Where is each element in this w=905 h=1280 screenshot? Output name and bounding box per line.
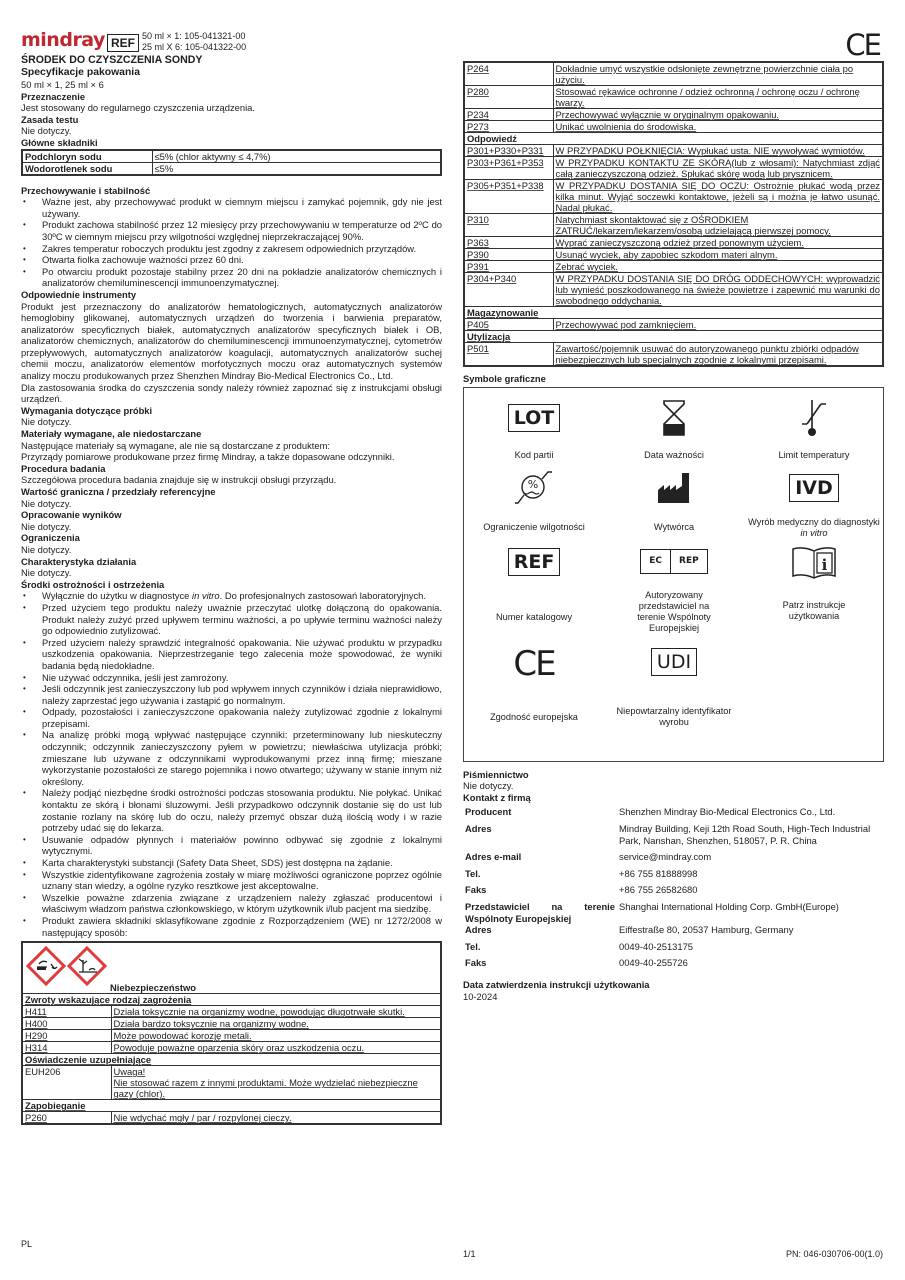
symbol-lot [464,396,604,461]
table-row [464,109,883,121]
response-heading: Odpowiedź [464,133,883,145]
table-row [464,62,883,86]
list-item: • Po otwarciu produkt pozostaje stabilny przez 20 dni na pokładzie analizatorów chemicznych i analizatorów chemiluminescencji immunoenzymatycznej. [21,266,442,289]
list-item: • Otwarta fiolka zachowuje ważności przez 60 dni. [21,254,442,266]
contact-row [463,941,884,953]
table-row [464,180,883,214]
table-row [464,237,883,249]
statement-code: P305+P351+P338 [464,180,553,214]
text-italic: in vitro [800,527,828,538]
statement-text: Stosować rękawice ochronne / odzież ochronną / ochronę oczu / ochronę twarzy. [553,86,883,109]
contact-row [463,957,884,969]
ingredient-value: ≤5% (chlor aktywny ≤ 4,7%) [152,150,441,163]
list-item: • Nie używać odczynnika, jeśli jest zamrożony. [21,672,442,684]
symbol-ivd [744,466,884,539]
part-number: PN: 046-030706-00(1.0) [785,1249,883,1259]
statement-text: W PRZYPADKU POŁKNIĘCIA: Wypłukać usta. NIE wywoływać wymiotów. [553,145,883,157]
table-row [464,157,883,180]
precautions-list [21,590,442,938]
table-row [464,343,883,367]
statement-text: Działa bardzo toksycznie na organizmy wodne. [111,1018,441,1030]
statement-text: W PRZYPADKU DOSTANIA SIĘ DO OCZU: Ostrożnie płukać wodą przez kilka minut. Wyjąć soczewki kontaktowe, jeżeli są i można je łatwo usunąć. Nadal płukać. [553,180,883,214]
statement-text: Może powodować korozję metali. [111,1030,441,1042]
list-item: • Zakres temperatur roboczych produktu jest zgodny z zakresem odpowiednich przyrządów. [21,243,442,255]
sample-req-heading: Wymagania dotyczące próbki [21,404,153,416]
statement-code: P501 [464,343,553,367]
table-row [464,145,883,157]
symbol-ifu [744,540,884,622]
statement-text: Przechowywać wyłącznie w oryginalnym opakowaniu. [553,109,883,121]
contact-value: Eiffestraße 80, 20537 Hamburg, Germany [619,924,794,936]
statement-code: P234 [464,109,553,121]
symbol-label: Zgodność europejska [490,711,578,722]
table-row [464,319,883,331]
contact-key: Adres e-mail [465,851,522,863]
statement-text: Dokładnie umyć wszystkie odsłonięte zewnętrzne powierzchnie ciała po użyciu. [553,62,883,86]
ivd-icon: IVD [789,474,839,502]
contact-row [463,806,884,818]
list-item: • Karta charakterystyki substancji (Safety Data Sheet, SDS) jest dostępna na żądanie. [21,857,442,869]
contact-email[interactable]: service@mindray.com [619,851,712,863]
procedure-text: Szczegółowa procedura badania znajduje się w instrukcji obsługi przyrządu. [21,474,337,486]
list-item: • Przed użyciem tego produktu należy uważnie przeczytać ulotkę dołączoną do opakowania. Produkt należy zużyć przed upływem terminu ważności, a po upływie terminu ważności należy go odpowiednio zutylizować. [21,602,442,637]
packaging-text: 50 ml × 1, 25 ml × 6 [21,79,104,90]
statement-code: H411 [22,1006,111,1018]
signal-word: Niebezpieczeństwo [110,982,196,994]
contact-key: Faks [465,957,487,969]
sample-req-text: Nie dotyczy. [21,416,72,428]
contact-row [463,868,884,880]
list-item: • Na analizę próbki mogą wpływać następujące czynniki: przeterminowany lub nieskuteczny odczynnik; odczynnik zanieczyszczony pyłem w powietrzu; niewłaściwa utylizacja próbki; zmieszane lub używane z odczynnikami wyprodukowanymi przez inną firmę; mieszane wykorzystanie pozostałości ze starego pojemnika i nowo otwartego; używany w stanie innym niż określony. [21,729,442,787]
contact-key: Adres [465,924,492,936]
statement-text: Natychmiast skontaktować się z OŚRODKIEM ZATRUĆ/lekarzem/lekarzem/osobą udzielającą pierwszej pomocy. [553,214,883,237]
list-item [21,590,442,602]
symbol-label: Limit temperatury [778,449,850,460]
contact-key: Tel. [465,940,481,952]
list-item: • Jeśli odczynnik jest zanieczyszczony lub pod wpływem innych czynników i działa nieprawidłowo, należy zaprzestać jego używania i zastąpić go normalnym. [21,683,442,706]
list-item: • Ważne jest, aby przechowywać produkt w ciemnym miejscu i zamykać pojemnik, gdy nie jest używany. [21,196,442,219]
statement-text: Nie wdychać mgły / par / rozpylonej cieczy. [111,1112,441,1125]
statement-text [111,1066,441,1100]
symbol-label: Niepowtarzalny identyfikator wyrobu [616,705,732,727]
symbol-label: Numer katalogowy [495,611,573,622]
precautionary-table [463,61,884,367]
rep-glyph: REP [679,556,699,567]
statement-code: P405 [464,319,553,331]
contact-section [463,769,884,1003]
ingredient-name: Wodorotlenek sodu [22,162,152,175]
statement-code: P391 [464,261,553,273]
ec-glyph: EC [641,550,671,573]
section-row [22,1054,441,1066]
list-item: • Produkt zawiera składniki sklasyfikowane zgodnie z Rozporządzeniem (WE) nr 1272/2008 w następujący sposób: [21,915,442,938]
statement-code: H400 [22,1018,111,1030]
disposal-heading: Utylizacja [464,331,883,343]
list-item: • Wszelkie poważne zdarzenia związane z urządzeniem należy zgłaszać producentowi i właściwym władzom państwa członkowskiego, w którym użytkownik i/lub pacjent ma siedzibę. [21,892,442,915]
performance-heading: Charakterystyka działania [21,555,137,567]
list-item: • Wszystkie zidentyfikowane zagrożenia zostały w miarę możliwości ograniczone poprzez ogólnie uznany stan wiedzy, a ogólne ryzyko resztkowe jest akceptowalne. [21,869,442,892]
symbol-temperature [744,396,884,461]
storage-section-heading: Magazynowanie [464,307,883,319]
intended-use-heading: Przeznaczenie [21,90,86,102]
symbol-label [744,517,884,539]
statement-line: Nie stosować razem z innymi produktami. Może wydzielać niebezpieczne gazy (chlor). [113,1077,418,1100]
left-column [21,30,442,1125]
statement-text: Powoduje poważne oparzenia skóry oraz uszkodzenia oczu. [111,1042,441,1054]
ce-icon: CE [513,644,555,685]
symbol-label: Kod partii [514,449,554,460]
contact-key: Tel. [465,867,481,879]
contact-key: Faks [465,884,487,896]
statement-text: Usunąć wyciek, aby zapobiec szkodom materi alnym. [553,249,883,261]
statement-code: EUH206 [22,1066,111,1100]
statement-code: P280 [464,86,553,109]
limitations-text: Nie dotyczy. [21,543,72,555]
hourglass-icon [662,400,686,436]
contact-value: Shenzhen Mindray Bio-Medical Electronics Co., Ltd. [619,806,836,818]
table-row [22,162,441,175]
contact-row [463,901,884,924]
contact-value: Mindray Building, Keji 12th Road South, High-Tech Industrial Park, Nanshan, Shenzhen, 518057, P. R. China [619,822,871,846]
page-number: 1/1 [463,1249,476,1259]
symbols-box [463,387,884,762]
results-heading: Opracowanie wyników [21,509,122,521]
statement-code: P303+P361+P353 [464,157,553,180]
ingredient-value: ≤5% [152,162,441,175]
thermometer-icon [799,398,829,438]
ref-icon: REF [508,548,561,576]
table-row [464,214,883,237]
contact-row [463,884,884,896]
list-item: • Odpady, pozostałości i zanieczyszczone opakowania należy zutylizować zgodnie z lokalnymi przepisami. [21,706,442,729]
humidity-icon [514,469,554,507]
table-row [464,121,883,133]
statement-text: W PRZYPADKU KONTAKTU ZE SKÓRĄ(lub z włosami): Natychmiast zdjąć całą zanieczyszczoną odzież. Spłukać skórę wodą lub prysznicem. [553,157,883,180]
symbol-udi [604,640,744,728]
environment-pictogram-icon [67,946,107,986]
table-row [22,1112,441,1125]
symbol-label: Data ważności [644,449,704,460]
procedure-heading: Procedura badania [21,462,106,474]
references-heading: Piśmiennictwo [463,768,529,780]
statement-text: Działa toksycznie na organizmy wodne, powodując długotrwałe skutki. [111,1006,441,1018]
test-principle-heading: Zasada testu [21,113,79,125]
section-row [22,994,441,1006]
table-row [22,1006,441,1018]
ec-rep-icon [640,549,707,574]
statement-code: H314 [22,1042,111,1054]
approval-date: 10-2024 [463,990,498,1002]
symbol-label: Autoryzowany przedstawiciel na terenie Wspólnoty Europejskiej [637,589,711,633]
statement-text: Unikać uwolnienia do środowiska. [553,121,883,133]
contact-value: Shanghai International Holding Corp. GmbH(Europe) [619,900,839,912]
lot-icon: LOT [508,404,561,432]
statement-code: P301+P330+P331 [464,145,553,157]
results-text: Nie dotyczy. [21,520,72,532]
statement-code: P390 [464,249,553,261]
instruments-text: Produkt jest przeznaczony do analizatorów hematologicznych, automatycznych analizatorów hemoglobiny glikowanej, automatycznych urządzeń do tworzenia i barwienia preparatów, analizatorów specyficznych białek, automatycznych analizatorów specyficznych białek i OB, analizatorów chemicznych, analizatorów do chemiluminescencji immunoenzymatycznej, cytometrów przepływowych, automatycznych analizatorów koagulacji, automatycznych analizatorów suchej chemii moczu, analizatorów elementów morfotycznych moczu oraz automatycznych systemów analizy moczu produkowanych przez Shenzhen Mindray Bio-Medical Electronics Co., Ltd. [21,300,442,382]
statement-text: Zawartość/pojemnik usuwać do autoryzowanego punktu zbiórki odpadów niebezpiecznych lub specjalnych zgodnie z lokalnymi przepisami. [553,343,883,367]
symbol-ref [464,540,604,623]
limitations-heading: Ograniczenia [21,532,80,544]
contact-row [463,851,884,863]
supplemental-heading: Oświadczenie uzupełniające [22,1054,441,1066]
section-row [464,133,883,145]
statement-code: P310 [464,214,553,237]
statement-code: P273 [464,121,553,133]
text-italic: in vitro [192,590,220,602]
ingredients-table [21,149,442,176]
statement-text: Przechowywać pod zamknięciem. [553,319,883,331]
contact-key: Producent [465,806,512,818]
statement-text: W PRZYPADKU DOSTANIA SIĘ DO DRÓG ODDECHOWYCH: wyprowadzić lub wynieść poszkodowanego na świeże powietrze i zapewnić mu warunki do swobodnego oddychania. [553,273,883,307]
symbol-label: Wytwórca [653,521,695,532]
table-row [22,1030,441,1042]
performance-text: Nie dotyczy. [21,567,72,579]
table-row [464,261,883,273]
cutoff-heading: Wartość graniczna / przedziały referencyjne [21,486,216,497]
factory-icon [657,472,691,504]
table-row [22,1042,441,1054]
table-row [22,1066,441,1100]
section-row [22,1100,441,1112]
materials-line: Następujące materiały są wymagane, ale nie są dostarczane z produktem: [21,439,331,451]
text: Wyrób medyczny do diagnostyki [748,516,880,527]
ref-line: 50 ml × 1: 105-041321-00 [142,31,246,41]
table-row [464,273,883,307]
statement-line: Uwaga! [113,1066,146,1078]
table-row [22,1018,441,1030]
contact-value: 0049-40-255726 [619,957,688,969]
statement-code: H290 [22,1030,111,1042]
statement-code: P260 [22,1112,111,1125]
ref-numbers [142,31,246,52]
contact-key: Adres [465,822,492,834]
ce-mark-icon: CE [845,28,880,62]
ref-line: 25 ml X 6: 105-041322-00 [142,41,247,52]
contact-row [463,823,884,846]
contact-key: Przedstawiciel na terenie Wspólnoty Europejskiej [465,900,615,924]
symbols-heading: Symbole graficzne [463,373,546,384]
symbol-humidity [464,466,604,533]
cutoff-text: Nie dotyczy. [21,497,72,509]
list-item: • Produkt zachowa stabilność przez 12 miesięcy przy przechowywaniu w temperaturze od 2ºC do 30ºC w ciemnym miejscu przy wilgotności względnej nieprzekraczającej 90%. [21,219,442,242]
instruments-note: Dla zastosowania środka do czyszczenia sondy należy również zapoznać się z instrukcjami obsługi urządzeń. [21,381,442,405]
table-row [22,150,441,163]
instruments-heading: Odpowiednie instrumenty [21,288,137,300]
table-row [464,86,883,109]
test-principle-text: Nie dotyczy. [21,125,72,137]
corrosion-pictogram-icon [26,946,66,986]
ingredient-name: Podchloryn sodu [22,150,152,163]
contact-value: 0049-40-2513175 [619,940,694,952]
right-column [463,61,884,1002]
symbol-ec-rep [604,540,744,634]
hazard-header-row [22,942,441,994]
storage-heading: Przechowywanie i stabilność [21,184,151,196]
hazard-header [23,943,440,993]
text: . Do profesjonalnych zastosowań laboratoryjnych. [219,590,426,602]
materials-line: Przyrządy pomiarowe produkowane przez firmę Mindray, a także dopasowane odczynniki. [21,451,395,463]
references-text: Nie dotyczy. [463,780,514,792]
list-item: • Należy podjąć niezbędne środki ostrożności podczas stosowania produktu. Nie połykać. Unikać kontaktu ze skórą i błonami śluzowymi. Jeśli przypadkowo odczynnik dostanie się do ust lub zostanie rozlany na skórę lub do oczu, należy przemyć obszar dużą ilością wody i w razie potrzeby udać się do lekarza. [21,787,442,833]
info-glyph: i [821,555,828,574]
document-header [21,30,442,54]
mindray-logo: mindray [21,29,105,51]
instructions-book-icon [791,545,837,579]
list-item: • Przed użyciem należy sprawdzić integralność opakowania. Nie używać produktu w przypadku uszkodzenia opakowania. Nieprzestrzeganie tego zalecenia może spowodować, że wyniki badania będą niedokładne. [21,637,442,672]
symbol-expiry [604,396,744,461]
section-row [464,307,883,319]
section-row [464,331,883,343]
text: Wyłącznie do użytku w diagnostyce [42,590,192,602]
hazard-table [21,941,442,1125]
symbol-label: Ograniczenie wilgotności [483,521,585,532]
approval-heading: Data zatwierdzenia instrukcji użytkowania [463,978,650,990]
precautions-heading: Środki ostrożności i ostrzeżenia [21,578,165,590]
statement-code: P304+P340 [464,273,553,307]
statement-code: P264 [464,62,553,86]
ref-symbol: REF [107,34,139,52]
contact-value: +86 755 81888998 [619,867,698,879]
udi-icon: UDI [651,648,697,676]
contact-row [463,924,884,936]
symbol-manufacturer [604,466,744,533]
packaging-heading: Specyfikacje pakowania [21,66,140,78]
table-row [464,249,883,261]
prevention-heading: Zapobieganie [22,1100,441,1112]
contact-heading: Kontakt z firmą [463,791,531,803]
ingredients-heading: Główne składniki [21,136,98,148]
document-title: ŚRODEK DO CZYSZCZENIA SONDY [21,54,203,66]
percent-glyph: % [527,477,539,491]
symbol-label: Patrz instrukcje użytkowania [782,599,846,621]
contact-value: +86 755 26582680 [619,884,698,896]
storage-list [21,196,442,289]
statement-code: P363 [464,237,553,249]
statement-text: Wyprać zanieczyszczoną odzież przed ponownym użyciem. [553,237,883,249]
materials-heading: Materiały wymagane, ale niedostarczane [21,428,202,440]
language-code: PL [21,1239,33,1249]
statement-text: Zebrać wyciek. [553,261,883,273]
intended-use-text: Jest stosowany do regularnego czyszczenia urządzenia. [21,102,255,114]
hazard-statements-heading: Zwroty wskazujące rodzaj zagrożenia [22,994,441,1006]
list-item: • Usuwanie odpadów płynnych i materiałów powinno odbywać się zgodnie z lokalnymi wytycznymi. [21,834,442,857]
symbol-ce [464,640,604,723]
